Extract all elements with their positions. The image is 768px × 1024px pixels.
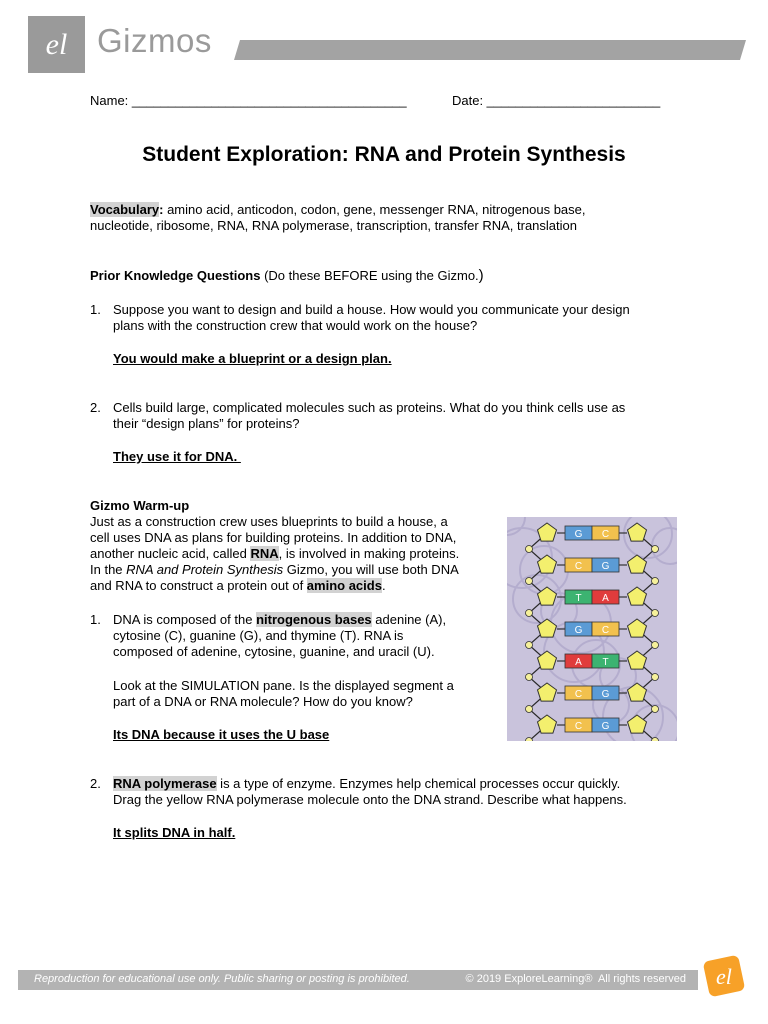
warmup-paragraph-line — [90, 578, 386, 594]
warmup-q1-line: part of a DNA or RNA molecule? How do you know? — [113, 694, 413, 709]
warmup-q1-line — [113, 612, 446, 628]
gizmo-title-italic: RNA and Protein Synthesis — [126, 562, 284, 577]
phosphate-dot — [526, 578, 533, 585]
base-letter: C — [574, 721, 583, 732]
base-letter: C — [601, 529, 610, 540]
text-run: . — [381, 578, 386, 593]
dna-simulation-figure — [507, 517, 677, 741]
footer-disclaimer: Reproduction for educational use only. Public sharing or posting is prohibited. — [34, 973, 410, 985]
base-letter: G — [601, 561, 610, 572]
phosphate-dot — [526, 642, 533, 649]
rna-term: RNA — [250, 546, 279, 561]
prior-q1-answer[interactable]: You would make a blueprint or a design plan. — [113, 351, 392, 366]
footer-bar — [18, 970, 698, 990]
base-letter: G — [574, 529, 583, 540]
warmup-q1-answer[interactable]: Its DNA because it uses the U base — [113, 727, 330, 742]
header-stripe — [234, 40, 746, 60]
warmup-q2-answer[interactable]: It splits DNA in half. — [113, 825, 236, 840]
date-field[interactable]: Date: ________________________ — [452, 93, 661, 108]
prior-heading: Prior Knowledge Questions — [90, 268, 261, 283]
base-letter: G — [574, 625, 583, 636]
base-letter: A — [602, 593, 609, 604]
text-run: and RNA to construct a protein out of — [90, 578, 307, 593]
el-logo-icon — [28, 16, 85, 73]
svg-text:el: el — [45, 28, 68, 61]
vocabulary-terms-1: amino acid, anticodon, codon, gene, messenger RNA, nitrogenous base, — [163, 202, 586, 217]
prior-q1-line-1: Suppose you want to design and build a house. How would you communicate your design — [113, 302, 630, 317]
base-letter: C — [574, 689, 583, 700]
text-run: , is involved in making proteins. — [278, 546, 460, 561]
phosphate-dot — [526, 546, 533, 553]
warmup-q1-line: composed of adenine, cytosine, guanine, and uracil (U). — [113, 644, 435, 659]
question-number: 1. — [90, 302, 101, 317]
base-letter: G — [601, 689, 610, 700]
phosphate-dot — [526, 738, 533, 742]
phosphate-dot — [652, 706, 659, 713]
phosphate-dot — [652, 738, 659, 742]
warmup-heading: Gizmo Warm-up — [90, 498, 190, 513]
vocabulary-terms-2: nucleotide, ribosome, RNA, RNA polymerase, transcription, transfer RNA, translation — [90, 218, 577, 233]
text-run: In the — [90, 562, 127, 577]
vocabulary-colon: : — [159, 202, 164, 217]
warmup-q2-line: Drag the yellow RNA polymerase molecule onto the DNA strand. Describe what happens. — [113, 792, 627, 807]
warmup-q2-line — [113, 776, 620, 792]
footer-copyright: © 2019 ExploreLearning® All rights reserved — [465, 973, 686, 985]
base-letter: C — [574, 561, 583, 572]
text-run: adenine (A), — [371, 612, 447, 627]
rna-polymerase-term: RNA polymerase — [113, 776, 217, 791]
gizmos-logo — [28, 16, 85, 73]
text-run: another nucleic acid, called — [90, 546, 251, 561]
warmup-paragraph-line — [90, 546, 459, 562]
prior-note: (Do these BEFORE using the Gizmo. — [260, 268, 479, 283]
page-title: Student Exploration: RNA and Protein Synthesis — [142, 143, 626, 166]
phosphate-dot — [526, 610, 533, 617]
prior-knowledge-heading — [90, 268, 484, 284]
name-field[interactable]: Name: ______________________________________ — [90, 93, 407, 108]
phosphate-dot — [652, 674, 659, 681]
amino-acids-term: amino acids — [306, 578, 382, 593]
vocabulary-label: Vocabulary — [90, 202, 160, 217]
prior-q2-line-2: their “design plans” for proteins? — [113, 416, 300, 431]
brand-title: Gizmos — [97, 22, 212, 59]
prior-q2-line-1: Cells build large, complicated molecules such as proteins. What do you think cells use as — [113, 400, 626, 415]
warmup-paragraph-line: Just as a construction crew uses blueprints to build a house, a — [90, 514, 448, 529]
phosphate-dot — [652, 546, 659, 553]
base-letter: T — [602, 657, 609, 668]
warmup-q1-line: cytosine (C), guanine (G), and thymine (T). RNA is — [113, 628, 404, 643]
phosphate-dot — [652, 610, 659, 617]
text-run: Gizmo, you will use both DNA — [283, 562, 459, 577]
phosphate-dot — [652, 642, 659, 649]
prior-paren: ) — [478, 267, 484, 284]
svg-text:el: el — [716, 964, 732, 989]
base-letter: T — [575, 593, 582, 604]
base-letter: G — [601, 721, 610, 732]
text-run: DNA is composed of the — [113, 612, 257, 627]
phosphate-dot — [652, 578, 659, 585]
question-number: 1. — [90, 612, 101, 627]
phosphate-dot — [526, 674, 533, 681]
question-number: 2. — [90, 776, 101, 791]
warmup-q1-line: Look at the SIMULATION pane. Is the displayed segment a — [113, 678, 454, 693]
question-number: 2. — [90, 400, 101, 415]
text-run: is a type of enzyme. Enzymes help chemical processes occur quickly. — [216, 776, 621, 791]
prior-q1-line-2: plans with the construction crew that would work on the house? — [113, 318, 478, 333]
base-letter: C — [601, 625, 610, 636]
vocabulary-line-1 — [90, 202, 586, 218]
warmup-paragraph-line: cell uses DNA as plans for building proteins. In addition to DNA, — [90, 530, 457, 545]
base-letter: A — [575, 657, 582, 668]
phosphate-dot — [526, 706, 533, 713]
nitrogenous-bases-term: nitrogenous bases — [256, 612, 372, 627]
prior-q2-answer[interactable]: They use it for DNA. — [113, 449, 241, 464]
warmup-paragraph-line — [90, 562, 459, 578]
explorelearning-badge-icon — [702, 954, 746, 998]
